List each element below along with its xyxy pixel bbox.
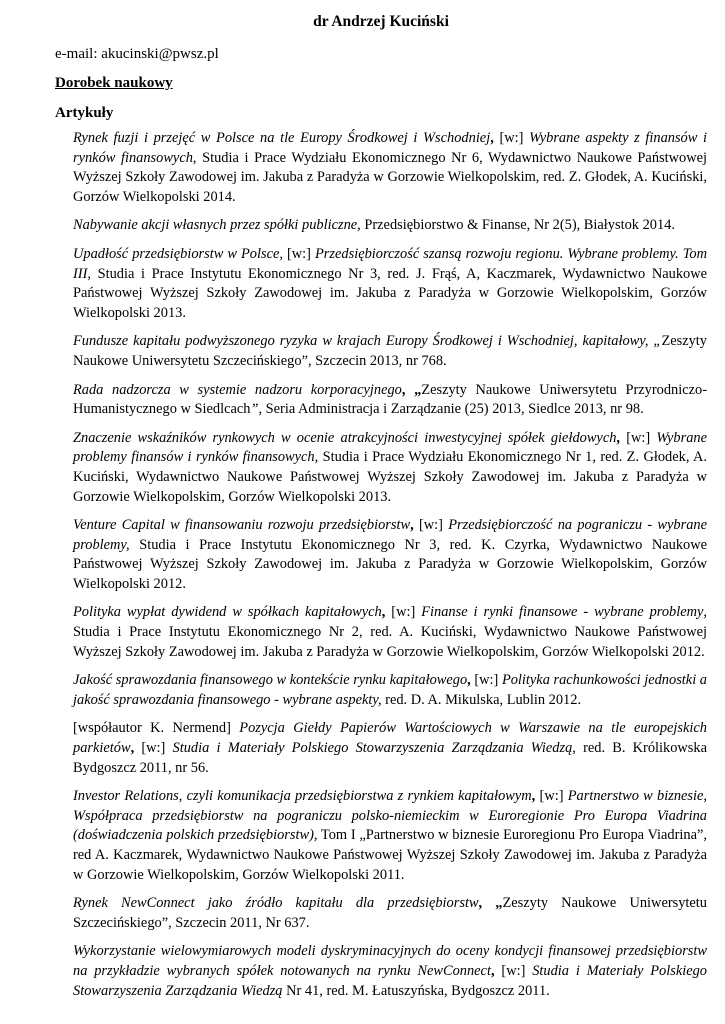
article-entry <box>73 381 707 420</box>
article-text-segment: , „ <box>478 895 503 912</box>
article-text-segment: Wybrane aspekty z finansów i rynków finansowych <box>73 130 707 166</box>
article-text-segment: [w:] <box>494 962 533 979</box>
article-text-segment: Seria Administracja i Zarządzanie (25) 2013, Siedlce 2013, nr 98. <box>262 401 644 418</box>
author-name: dr Andrzej Kuciński <box>313 13 449 30</box>
article-entry <box>73 332 707 371</box>
article-text-segment: Studia i Materiały Polskiego Stowarzyszenia Zarządzania Wiedzą <box>73 962 708 999</box>
article-text-segment: , <box>130 740 135 757</box>
article-entry <box>73 671 707 710</box>
article-text-segment: Finanse i rynki finansowe - wybrane problemy <box>421 604 704 621</box>
article-text-segment: , <box>381 604 386 621</box>
article-text-segment: [w:] <box>535 788 568 805</box>
article-entry <box>73 603 707 662</box>
article-text-segment: , <box>616 429 621 446</box>
article-text-segment: [w:] <box>620 429 657 446</box>
article-text-segment: Rada nadzorcza w systemie nadzoru korporacyjnego <box>73 381 402 398</box>
article-text-segment: Wykorzystanie wielowymiarowych modeli dyskryminacyjnych do oceny kondycji finansowej przedsiębiorstw na przykładzie wybranych spółek notowanych na rynku NewConnect <box>73 943 707 979</box>
article-text-segment: Tom I „Partnerstwo w biznesie Euroregionu Pro Europa Viadrina”, red A. Kaczmarek, Wydawnictwo Naukowe Państwowej Wyższej Szkoły Zawodowej im. Jakuba z Paradyża w Gorzowie Wielkopolskim, Gorzów Wielkopolski 2011. <box>73 827 707 883</box>
article-text-segment: Zeszyty Naukowe Uniwersytetu Przyrodniczo-Humanistycznego w Siedlcach <box>73 381 707 418</box>
article-text-segment: [w:] <box>134 740 173 757</box>
article-text-segment: Nabywanie akcji własnych przez spółki publiczne, <box>73 217 361 234</box>
article-text-segment: Przedsiębiorstwo & Finanse, Nr 2(5), Białystok 2014. <box>360 217 675 234</box>
article-text-segment: Studia i Prace Wydziału Ekonomicznego Nr 1, red. Z. Głodek, A. Kuciński, Wydawnictwo Naukowe Państwowej Wyższej Szkoły Zawodowej im. Jakuba z Paradyża w Gorzowie Wielkopolskim, Gorzów Wielkopolski 2013. <box>73 449 707 505</box>
article-text-segment: Partnerstwo w biznesie, Współpraca przedsiębiorstw na pograniczu polsko-niemieckim w Euroregionie Pro Europa Viadrina (doświadczenia polskich przedsiębiorstw), <box>73 788 707 844</box>
article-text-segment: , <box>490 962 495 979</box>
section-title: Dorobek naukowy <box>55 75 173 91</box>
article-text-segment: Nr 41, red. M. Łatuszyńska, Bydgoszcz 2011. <box>282 982 550 999</box>
article-text-segment: Znaczenie wskaźników rynkowych w ocenie atrakcyjności inwestycyjnej spółek giełdowych <box>73 429 617 446</box>
article-text-segment: Upadłość przedsiębiorstw w Polsce, <box>73 245 283 262</box>
article-entry <box>73 516 707 594</box>
article-text-segment: [w:] <box>413 517 449 534</box>
article-list <box>73 129 707 1001</box>
article-text-segment: Polityka rachunkowości jednostki a jakość sprawozdania finansowego - wybrane aspekty, <box>73 672 707 708</box>
article-text-segment: Zeszyty Naukowe Uniwersytetu Szczecińskiego”, Szczecin 2013, nr 768. <box>73 333 707 369</box>
article-text-segment: Przedsiębiorczość szansą rozwoju regionu. Wybrane problemy. Tom III, <box>73 245 707 282</box>
article-text-segment: Wybrane problemy finansów i rynków finansowych, <box>73 429 707 466</box>
article-text-segment: [współautor K. Nermend] <box>73 720 240 737</box>
article-text-segment: Studia i Prace Instytutu Ekonomicznego Nr 3, red. K. Czyrka, Wydawnictwo Naukowe Państwowej Wyższej Szkoły Zawodowej im. Jakuba z Paradyża w Gorzowie Wielkopolskim, Gorzów Wielkopolski 2012. <box>73 536 707 592</box>
article-text-segment: red. B. Królikowska Bydgoszcz 2011, nr 56. <box>73 740 707 776</box>
article-entry <box>73 787 707 885</box>
article-text-segment: Venture Capital w finansowaniu rozwoju przedsiębiorstw <box>73 517 411 534</box>
article-text-segment: [w:] <box>282 245 316 262</box>
article-text-segment: Polityka wypłat dywidend w spółkach kapitałowych <box>73 604 382 621</box>
article-entry <box>73 942 707 1001</box>
article-text-segment: Przedsiębiorczość na pograniczu - wybrane problemy, <box>73 517 707 553</box>
article-text-segment: Pozycja Giełdy Papierów Wartościowych w Warszawie na tle europejskich parkietów <box>73 720 707 757</box>
article-text-segment: Studia i Prace Instytutu Ekonomicznego Nr 3, red. J. Frąś, A, Kaczmarek, Wydawnictwo Naukowe Państwowej Wyższej Szkoły Zawodowej im. Jakuba z Paradyża w Gorzowie Wielkopolskim, Gorzów Wielkopolski 2013. <box>73 265 707 321</box>
article-text-segment: , „ <box>401 381 422 398</box>
subsection-title: Artykuły <box>55 105 114 121</box>
article-text-segment: [w:] <box>385 604 422 621</box>
article-text-segment: Studia i Materiały Polskiego Stowarzyszenia Zarządzania Wiedzą, <box>172 740 576 757</box>
article-text-segment: Jakość sprawozdania finansowego w kontekście rynku kapitałowego <box>73 672 468 689</box>
article-text-segment: Investor Relations, czyli komunikacja przedsiębiorstwa z rynkiem kapitałowym <box>73 788 532 805</box>
article-text-segment: red. D. A. Mikulska, Lublin 2012. <box>381 691 582 708</box>
article-text-segment: ”, <box>250 401 263 418</box>
article-text-segment: , <box>490 130 494 146</box>
article-text-segment: , <box>410 517 414 534</box>
article-text-segment: , Studia i Prace Wydziału Ekonomicznego Nr 6, Wydawnictwo Naukowe Państwowej Wyższej Szkoły Zawodowej im. Jakuba z Paradyża w Gorzowie Wielkopolskim, red. Z. Głodek, A. Kuciński, Gorzów Wielkopolski 2014. <box>73 149 707 205</box>
article-text-segment: , <box>467 672 471 689</box>
article-text-segment: Rynek NewConnect jako źródło kapitału dla przedsiębiorstw <box>73 895 479 912</box>
article-text-segment: Zeszyty Naukowe Uniwersytetu Szczecińskiego”, Szczecin 2011, Nr 637. <box>73 895 707 931</box>
article-text-segment: , <box>531 788 536 805</box>
article-text-segment: Rynek fuzji i przejęć w Polsce na tle Europy Środkowej i Wschodniej <box>73 130 491 146</box>
article-text-segment: [w:] <box>493 130 530 146</box>
article-entry <box>73 719 707 778</box>
author-email: e-mail: akucinski@pwsz.pl <box>55 46 219 62</box>
article-entry <box>73 894 707 933</box>
article-entry <box>73 129 707 207</box>
article-text-segment: [w:] <box>470 672 502 689</box>
article-entry <box>73 429 707 507</box>
article-text-segment: , Studia i Prace Instytutu Ekonomicznego Nr 2, red. A. Kuciński, Wydawnictwo Naukowe Państwowej Wyższej Szkoły Zawodowej im. Jakuba z Paradyża w Gorzowie Wielkopolskim, Gorzów Wielkopolski 2012. <box>73 604 708 660</box>
article-text-segment: Fundusze kapitału podwyższonego ryzyka w krajach Europy Środkowej i Wschodniej, kapitałowy, „ <box>73 333 662 350</box>
article-entry <box>73 216 707 236</box>
article-entry <box>73 245 707 323</box>
